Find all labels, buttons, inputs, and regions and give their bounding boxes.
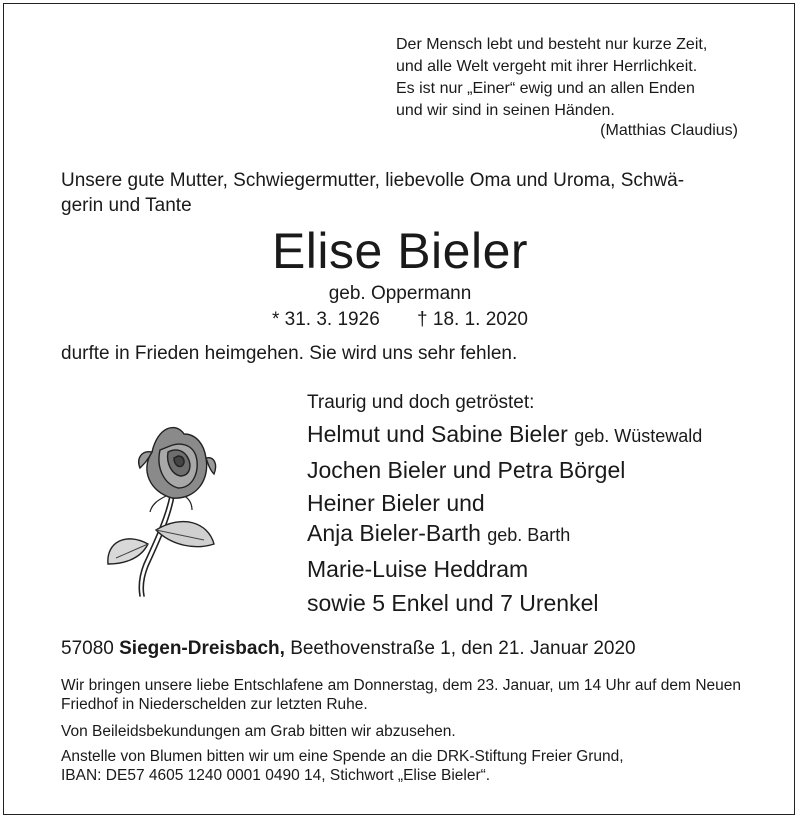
zip-code: 57080 (61, 638, 114, 659)
rose-icon (100, 404, 230, 600)
poem-line: und wir sind in seinen Händen. (396, 102, 615, 119)
donation-line: IBAN: DE57 4605 1240 0001 0490 14, Stichwort „Elise Bieler“. (61, 767, 491, 784)
mourner-name: Anja Bieler-Barth (307, 520, 481, 546)
birth-name: geb. Oppermann (328, 283, 472, 304)
death-date: † 18. 1. 2020 (417, 309, 528, 330)
life-dates (0, 309, 800, 331)
mourner-name: Helmut und Sabine Bieler (307, 421, 568, 447)
mourner-line: sowie 5 Enkel und 7 Urenkel (307, 590, 599, 616)
town: Siegen-Dreisbach, (119, 638, 285, 659)
birth-date: * 31. 3. 1926 (272, 309, 380, 330)
mourner-maiden-name: geb. Barth (487, 525, 571, 545)
donation-line: Anstelle von Blumen bitten wir um eine Spende an die DRK-Stiftung Freier Grund, (61, 748, 624, 765)
intro-line: Unsere gute Mutter, Schwiegermutter, liebevolle Oma und Uroma, Schwä- (61, 170, 685, 191)
intro-text (61, 168, 684, 218)
mourner-line: Heiner Bieler und (307, 490, 485, 516)
poem-line: Der Mensch lebt und besteht nur kurze Zeit, (396, 36, 708, 53)
address-date: Beethovenstraße 1, den 21. Januar 2020 (290, 638, 636, 659)
mourner-maiden-name: geb. Wüstewald (574, 426, 703, 446)
place-date-line (61, 638, 636, 660)
burial-notice: Wir bringen unsere liebe Entschlafene am Donnerstag, dem 23. Januar, um 14 Uhr auf dem Neuen Friedhof in Niederschelden zur letzten Ruhe. (61, 677, 741, 713)
mourner-line (307, 520, 570, 547)
mourner-line (307, 421, 702, 448)
mourner-line: Marie-Luise Heddram (307, 556, 529, 582)
condolence-notice: Von Beileidsbekundungen am Grab bitten wir abzusehen. (61, 723, 456, 740)
deceased-name: Elise Bieler (271, 223, 529, 279)
donation-notice (61, 747, 741, 785)
mourner-line: Jochen Bieler und Petra Börgel (307, 457, 626, 483)
poem-line: und alle Welt vergeht mit ihrer Herrlichkeit. (396, 58, 698, 75)
poem-line: Es ist nur „Einer“ ewig und an allen Enden (396, 80, 695, 97)
intro-line: gerin und Tante (61, 195, 192, 216)
mourners-label: Traurig und doch getröstet: (307, 392, 535, 413)
poem (396, 34, 707, 122)
poem-author: (Matthias Claudius) (600, 122, 738, 139)
closing-text: durfte in Frieden heimgehen. Sie wird uns sehr fehlen. (61, 343, 518, 364)
